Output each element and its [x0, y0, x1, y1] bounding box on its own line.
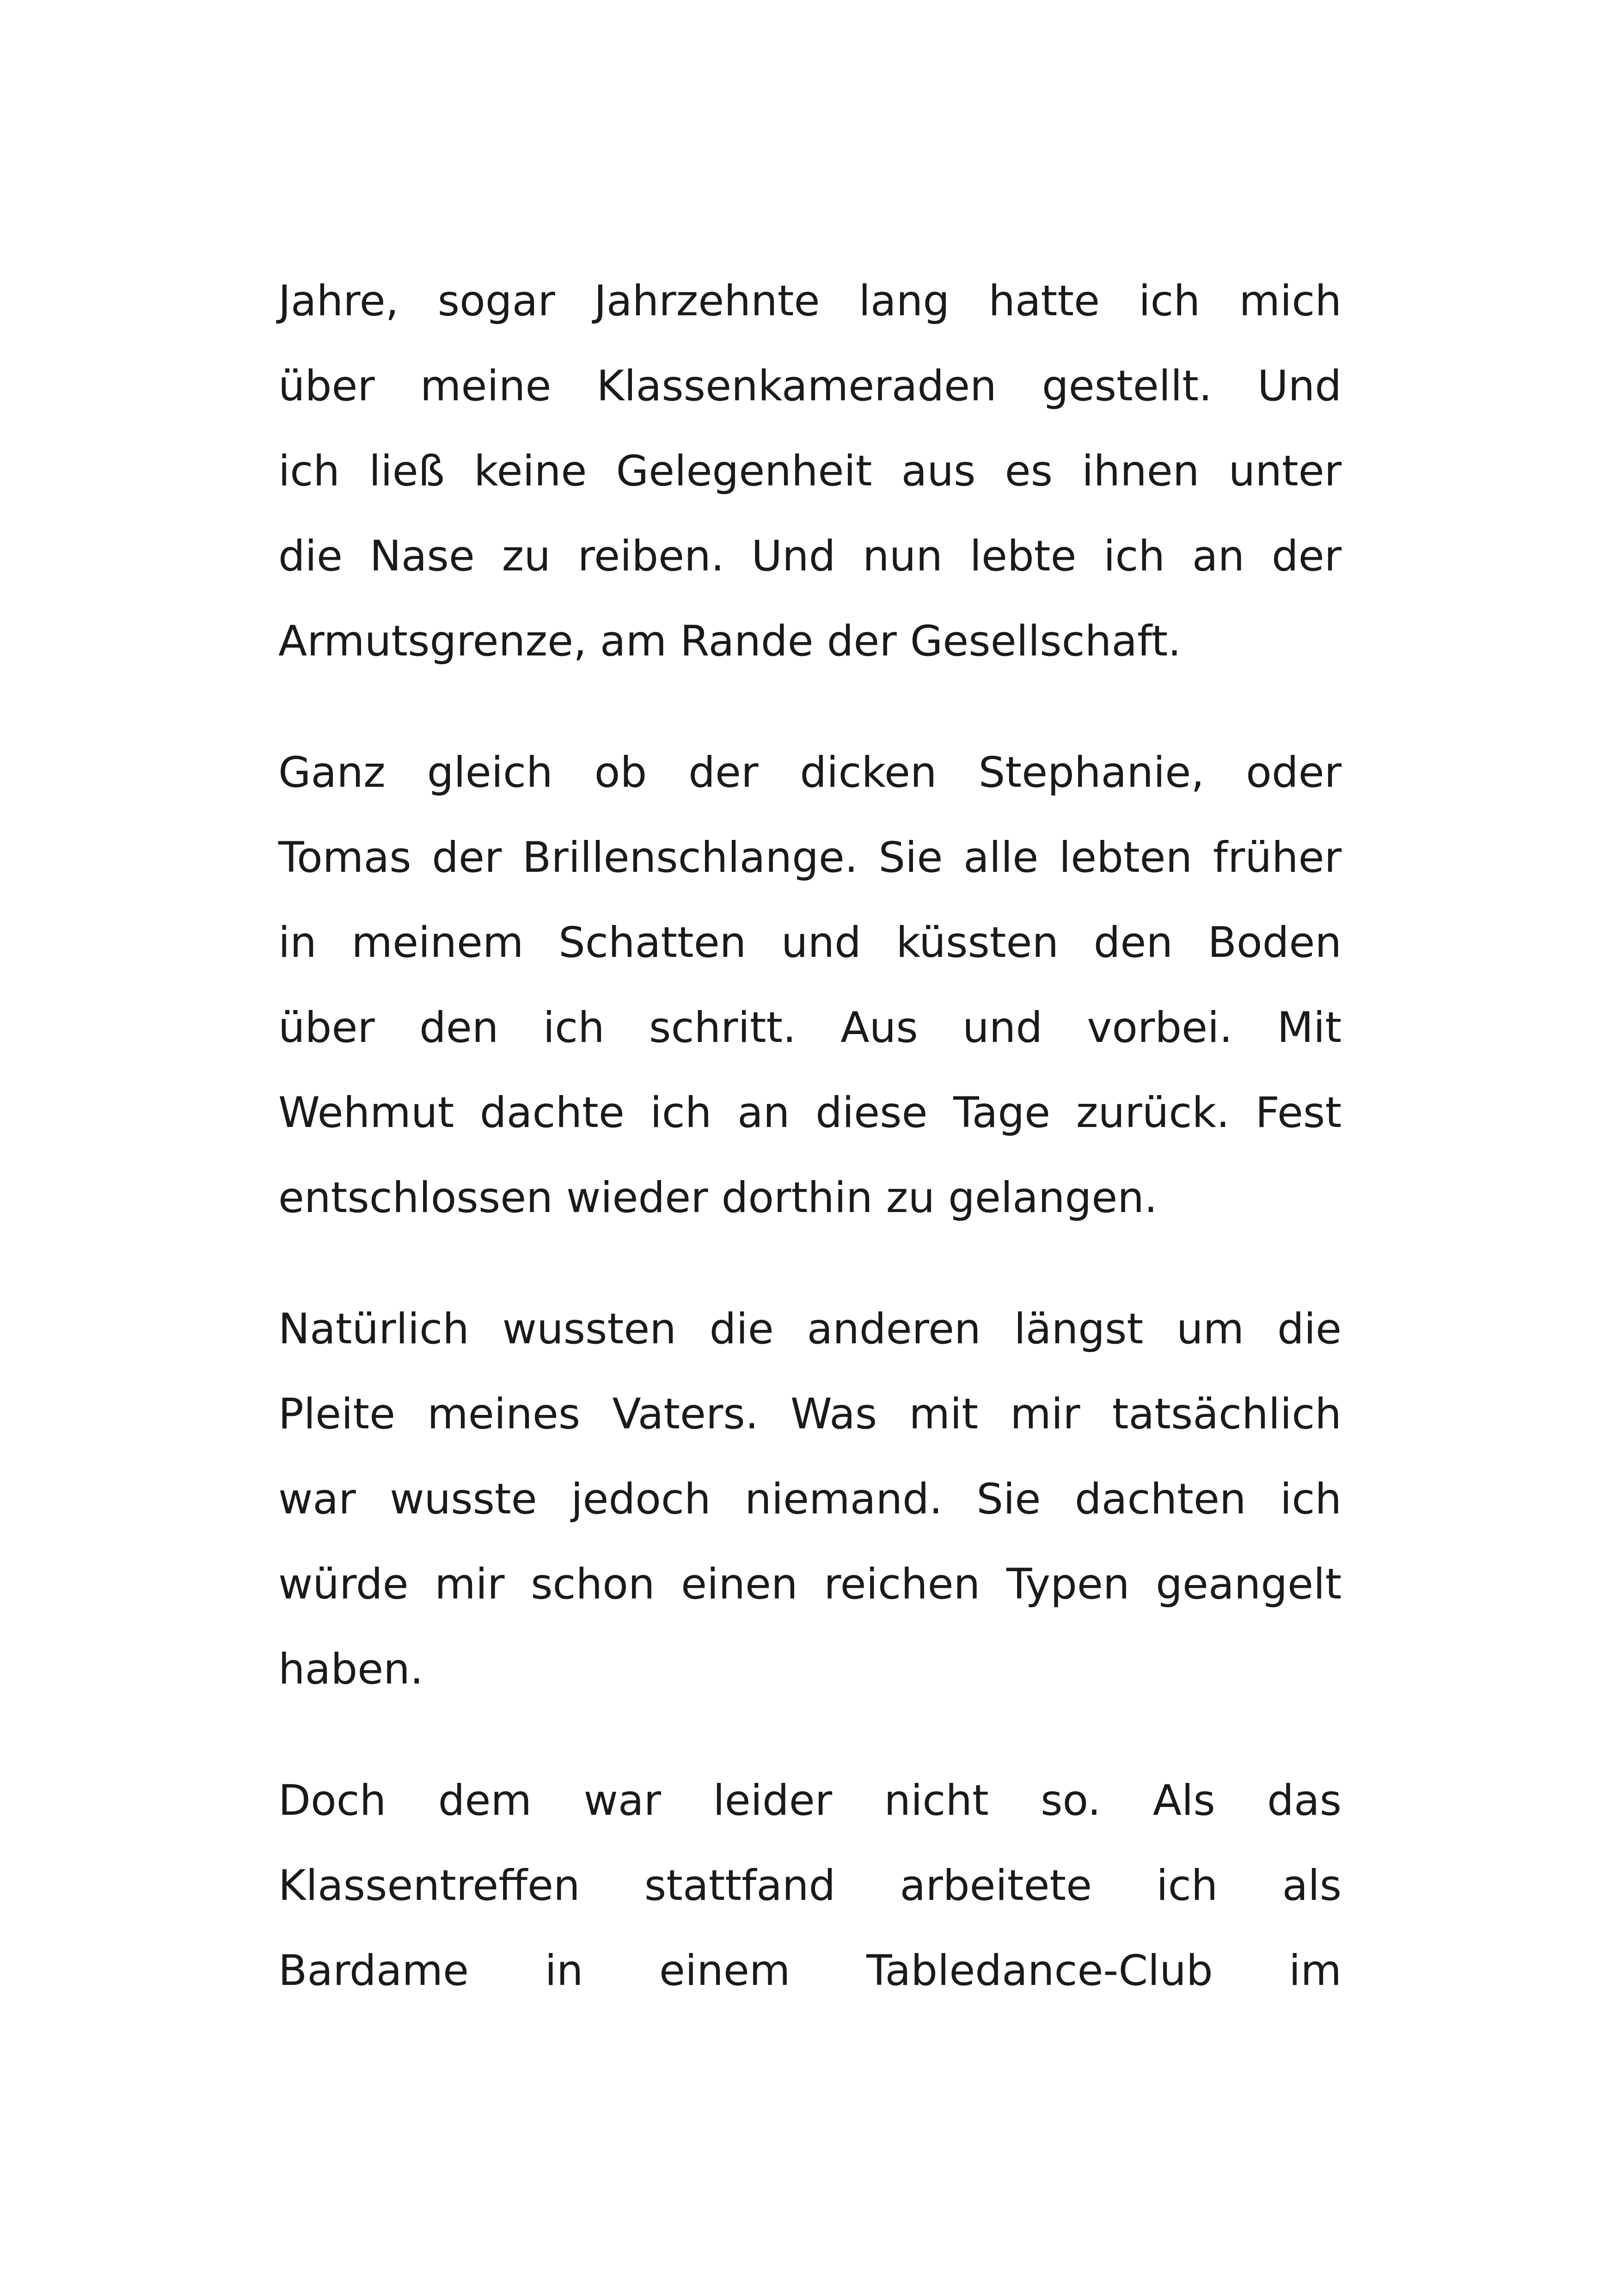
- paragraph-3: [278, 1287, 1342, 1712]
- text-line: Doch dem war leider nicht so. Als das: [278, 1776, 1342, 1825]
- body-text: [278, 259, 1342, 2060]
- paragraph-2: [278, 730, 1342, 1241]
- text-line: ich ließ keine Gelegenheit aus es ihnen unter: [278, 447, 1342, 496]
- text-line: Armutsgrenze, am Rande der Gesellschaft.: [278, 617, 1182, 666]
- text-line: Bardame in einem Tabledance-Club im: [278, 1947, 1342, 1995]
- text-line: über meine Klassenkameraden gestellt. Und: [278, 362, 1342, 410]
- paragraph-4: [278, 1758, 1342, 2014]
- text-line: würde mir schon einen reichen Typen geangelt: [278, 1560, 1342, 1609]
- text-line: Tomas der Brillenschlange. Sie alle lebten früher: [278, 833, 1342, 882]
- text-line: entschlossen wieder dorthin zu gelangen.: [278, 1174, 1158, 1222]
- text-line: Natürlich wussten die anderen längst um die: [278, 1305, 1342, 1353]
- text-line: über den ich schritt. Aus und vorbei. Mit: [278, 1004, 1342, 1052]
- paragraph-1: [278, 259, 1342, 684]
- text-line: Wehmut dachte ich an diese Tage zurück. Fest: [278, 1089, 1342, 1137]
- text-line: war wusste jedoch niemand. Sie dachten ich: [278, 1475, 1342, 1524]
- text-line: Ganz gleich ob der dicken Stephanie, oder: [278, 748, 1342, 797]
- text-line: Pleite meines Vaters. Was mit mir tatsächlich: [278, 1390, 1342, 1439]
- text-line: die Nase zu reiben. Und nun lebte ich an der: [278, 532, 1342, 581]
- text-line: haben.: [278, 1645, 423, 1694]
- text-line: Klassentreffen stattfand arbeitete ich als: [278, 1861, 1342, 1910]
- text-line: Jahre, sogar Jahrzehnte lang hatte ich mich: [278, 277, 1342, 325]
- text-line: in meinem Schatten und küssten den Boden: [278, 918, 1342, 967]
